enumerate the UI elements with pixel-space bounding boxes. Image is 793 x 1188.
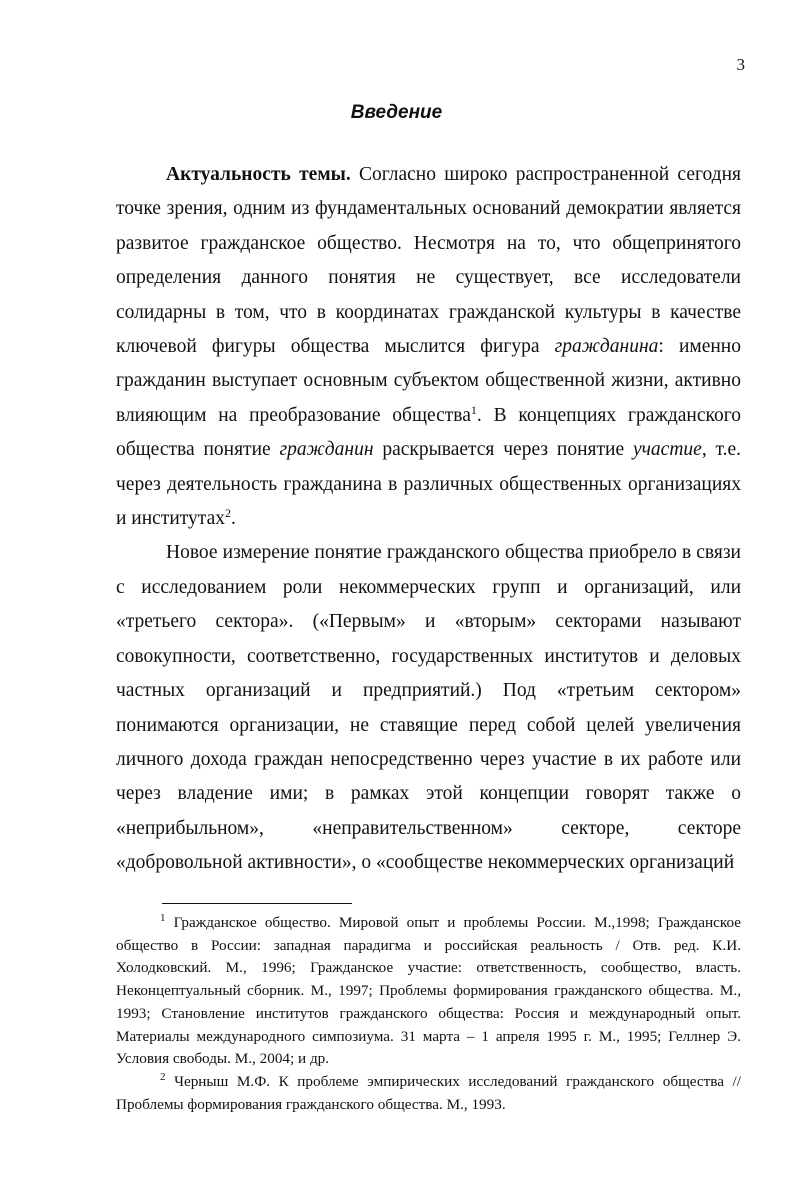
footnote-separator [162, 903, 352, 904]
emphasis-term: гражданина [554, 336, 659, 358]
paragraph-third-sector: Новое измерение понятие гражданского общества приобрело в связи с исследованием роли некоммерческих групп и организаций, или «третьего сектора». («Первым» и «вторым» секторами называют совокупности, соответственно, государственных институтов и деловых частных организаций и предприятий.) Под «третьим сектором» понимаются организации, не ставящие перед собой целей увеличения личного дохода граждан непосредственно через участие в их работе или через владение ими; в рамках этой концепции говорят также о «неприбыльном», «неправительственном» секторе, секторе «добровольной активности», о «сообществе некоммерческих организаций [116, 542, 741, 874]
footnote-1 [116, 912, 741, 1071]
page-title: Введение [350, 102, 443, 123]
emphasis-term: участие [632, 439, 702, 461]
footnote-ref-2: 2 [224, 506, 231, 521]
footnote-2 [116, 1071, 741, 1116]
footnote-ref-1: 1 [470, 402, 477, 417]
footnote-marker: 2 [160, 1070, 166, 1083]
footnote-text: Гражданское общество. Мировой опыт и проблемы России. М.,1998; Гражданское общество в России: западная парадигма и российская реальность / Отв. ред. К.И. Холодковский. М., 1996; Гражданское участие: ответственность, сообщество, власть. Неконцептуальный сборник. М., 1997; Проблемы формирования гражданского общества. М., 1993; Становление институтов гражданского общества: Россия и международный опыт. Материалы международного симпозиума. 31 марта – 1 апреля 1995 г. М., 1995; Геллнер Э. Условия свободы. М., 2004; и др. [116, 914, 741, 1068]
lead-phrase: Актуальность темы. [166, 164, 351, 185]
page-number: 3 [736, 55, 745, 74]
paragraph-relevance: Актуальность темы. Согласно широко распространенной сегодня точке зрения, одним из фундаментальных оснований демократии является развитое гражданское общество. Несмотря на то, что общепринятого определения данного понятия не существует, все исследователи солидарны в том, что в координатах гражданской культуры в качестве ключевой фигуры общества мыслится фигура гражданина: именно гражданин выступает основным субъектом общественной жизни, активно влияющим на преобразование общества$^1$. В концепциях гражданского общества понятие гражданин раскрывается через понятие участие, т.е. через деятельность гражданина в различных общественных организациях и институтах$^2$. [116, 164, 742, 530]
footnote-text: Черныш М.Ф. К проблеме эмпирических исследований гражданского общества // Проблемы формирования гражданского общества. М., 1993. [116, 1072, 741, 1113]
emphasis-term: гражданин [279, 439, 374, 461]
main-text [116, 158, 741, 881]
footnotes [116, 912, 741, 1116]
footnote-marker: 1 [160, 912, 166, 924]
